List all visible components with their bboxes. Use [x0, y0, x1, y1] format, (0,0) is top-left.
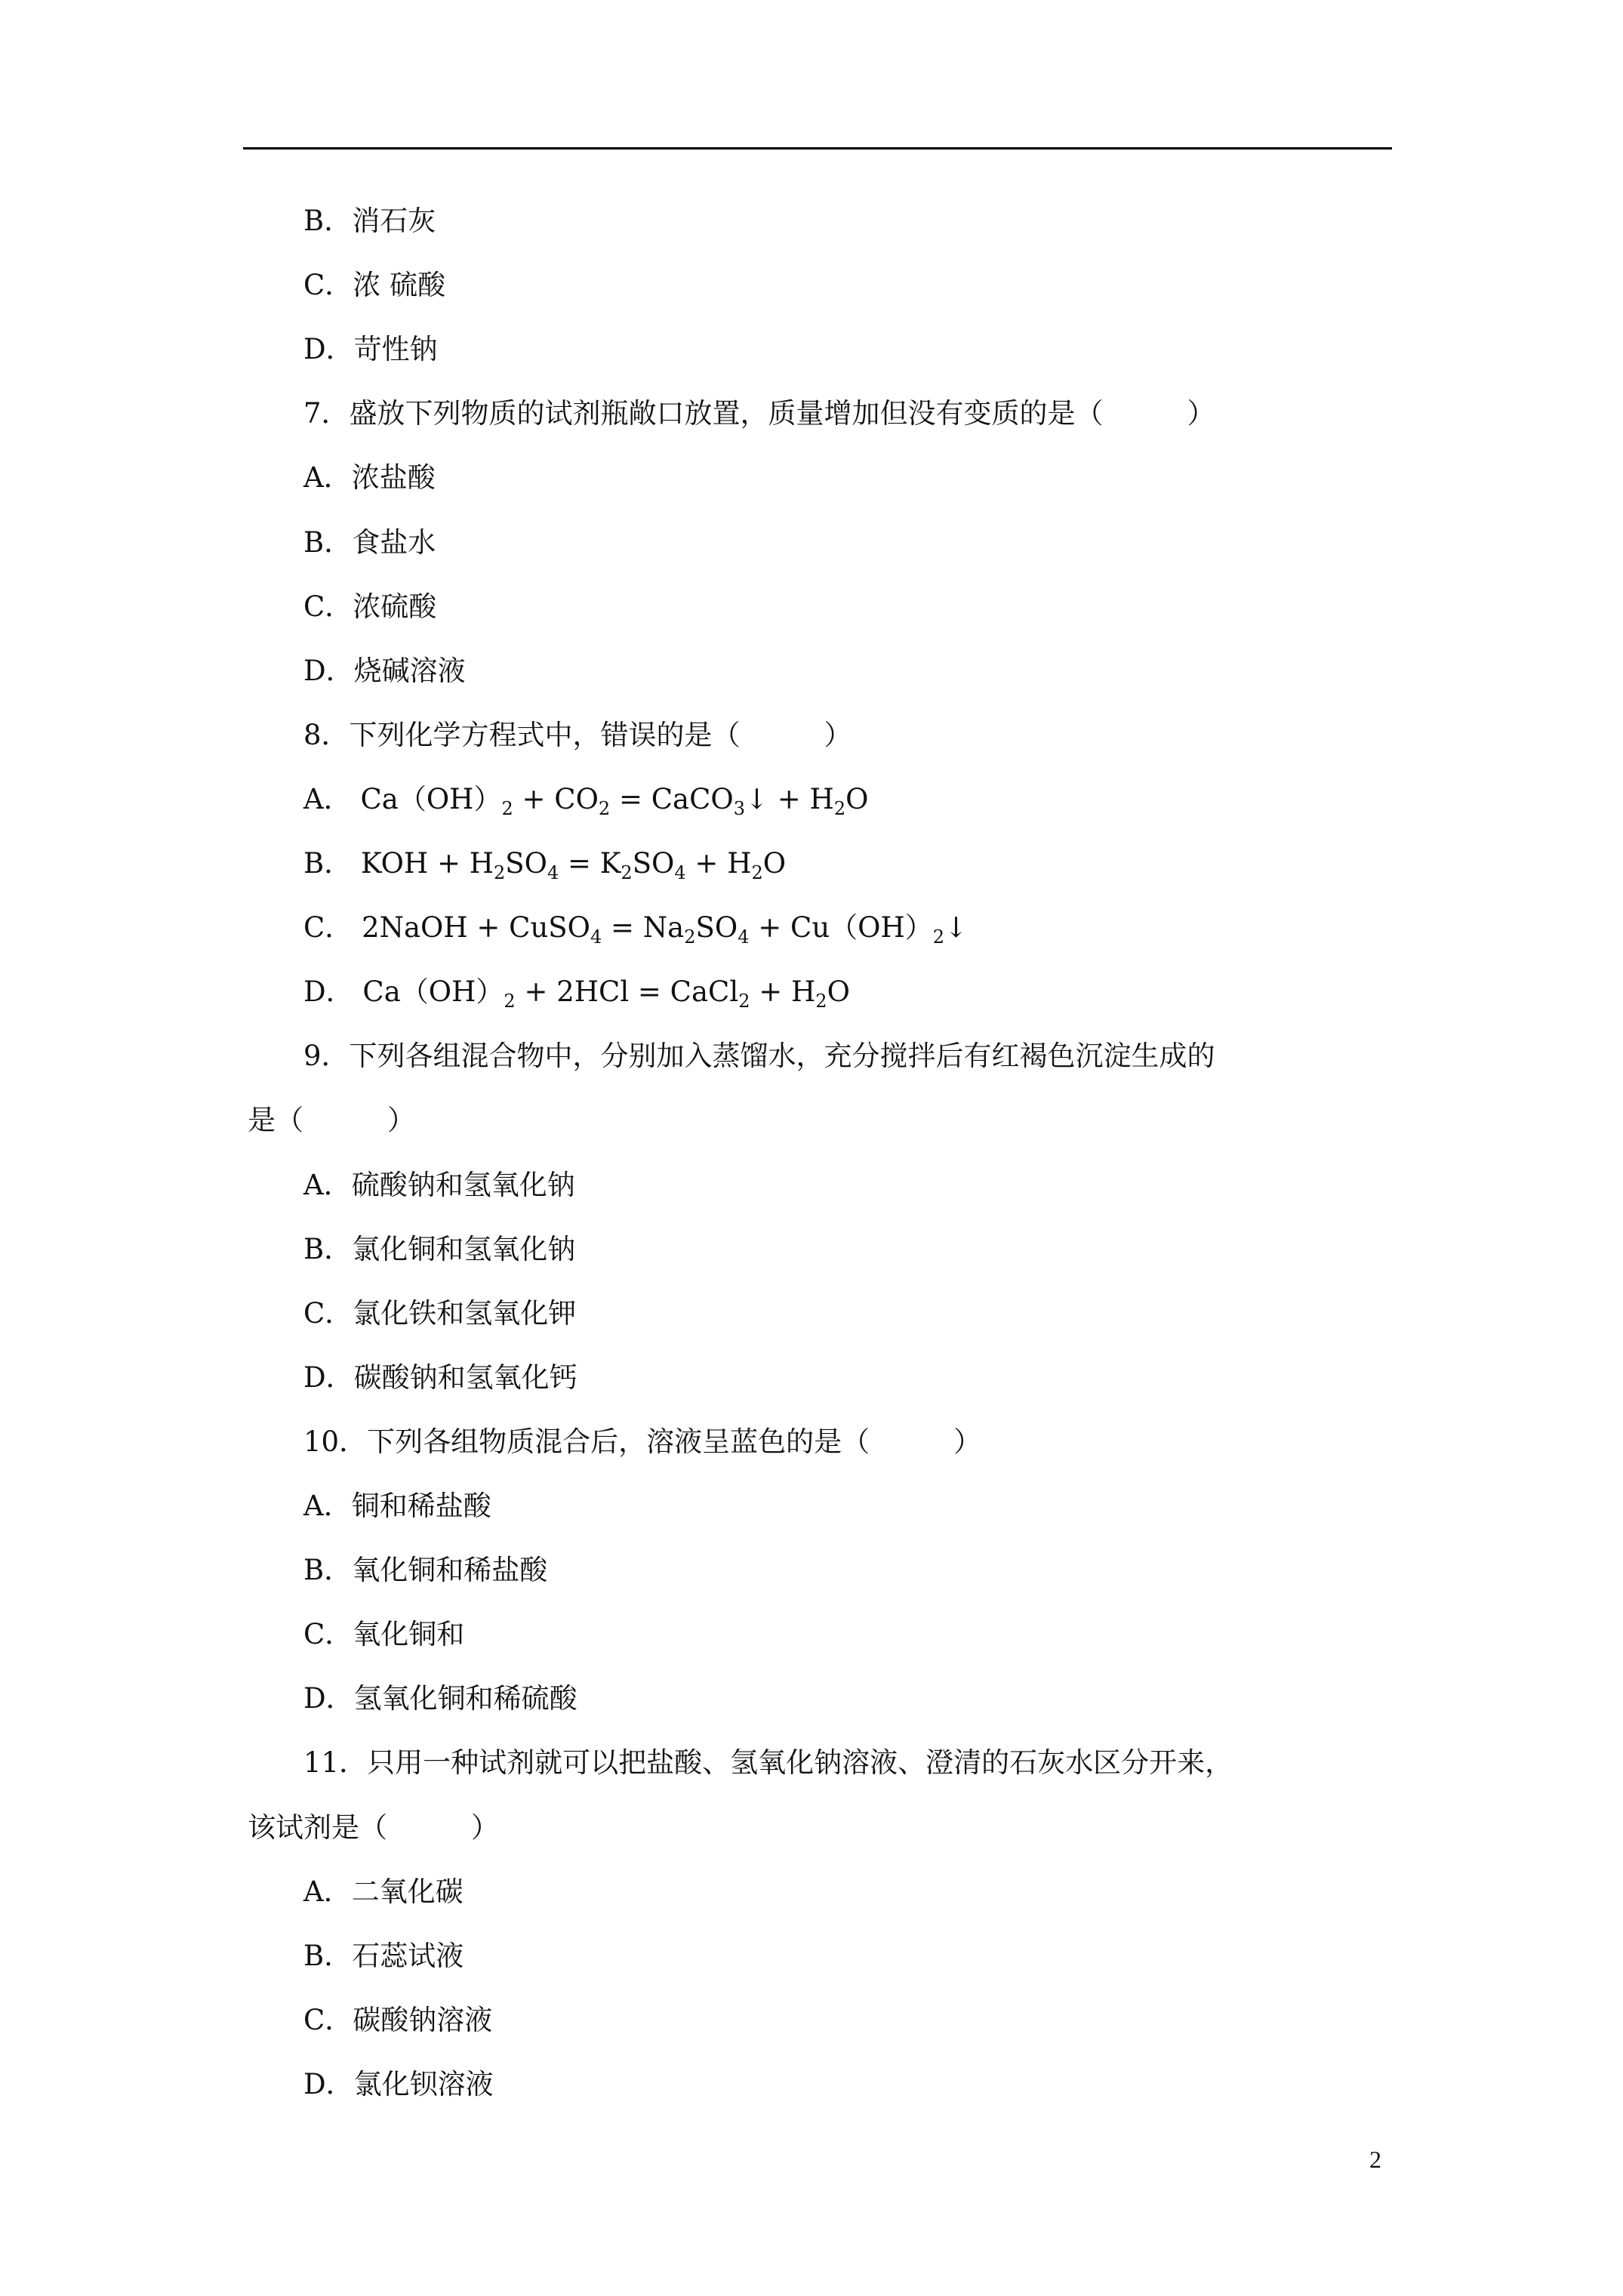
formula-text: ↓ + H — [745, 783, 834, 815]
line-text: D．氢氧化铜和稀硫酸 — [303, 1682, 577, 1715]
line-text: B．氯化铜和氢氧化钠 — [303, 1233, 576, 1265]
line-text — [303, 909, 968, 947]
line-text: C．浓 硫酸 — [303, 269, 446, 301]
formula-text: + 2HCl = CaCl — [515, 975, 739, 1008]
formula-text: SO — [632, 847, 675, 880]
line-text: D．苛性钠 — [303, 333, 438, 365]
line-text: D．烧碱溶液 — [303, 655, 466, 687]
subscript: 2 — [815, 991, 827, 1012]
subscript: 2 — [684, 926, 696, 948]
formula-text: ↓ — [944, 911, 969, 944]
line-text: B．石蕊试液 — [303, 1940, 464, 1972]
line-text: A．硫酸钠和氢氧化钠 — [303, 1169, 575, 1201]
subscript: 4 — [547, 862, 559, 883]
line-text: 10．下列各组物质混合后，溶液呈蓝色的是（ ） — [303, 1425, 982, 1458]
line-text: C．氯化铁和氢氧化钾 — [303, 1297, 577, 1330]
formula-text: O — [762, 847, 787, 880]
subscript: 2 — [751, 862, 763, 883]
subscript: 2 — [501, 798, 513, 819]
line-text: 11．只用一种试剂就可以把盐酸、氢氧化钠溶液、澄清的石灰水区分开来， — [303, 1746, 1233, 1779]
formula-text: = K — [559, 847, 621, 880]
formula-text: = CaCO — [610, 783, 734, 815]
formula-text: D． Ca（OH） — [303, 975, 504, 1008]
formula-text: O — [827, 975, 850, 1008]
subscript: 4 — [674, 862, 686, 883]
formula-text: = Na — [602, 911, 685, 944]
line-text: 是（ ） — [248, 1104, 415, 1136]
subscript: 2 — [494, 862, 506, 883]
line-text: A．浓盐酸 — [303, 461, 436, 494]
formula-text: + Cu（OH） — [749, 911, 933, 944]
line-text: 该试剂是（ ） — [248, 1811, 499, 1844]
line-text: 7．盛放下列物质的试剂瓶敞口放置，质量增加但没有变质的是（ ） — [303, 397, 1215, 430]
line-text — [303, 781, 868, 818]
line-text: D．氯化钡溶液 — [303, 2068, 494, 2100]
subscript: 4 — [738, 926, 750, 948]
line-text — [303, 845, 786, 883]
formula-text: A． Ca（OH） — [303, 783, 502, 815]
line-text: C．浓硫酸 — [303, 590, 437, 623]
page-number: 2 — [1369, 2146, 1381, 2173]
line-text: A．二氧化碳 — [303, 1875, 463, 1908]
subscript: 4 — [590, 926, 602, 948]
formula-text: SO — [695, 911, 738, 944]
header-rule — [243, 147, 1392, 149]
formula-text: + H — [750, 975, 816, 1008]
formula-text: C． 2NaOH + CuSO — [303, 911, 590, 944]
subscript: 2 — [932, 926, 945, 948]
subscript: 2 — [504, 991, 516, 1012]
formula-text: B． KOH + H — [303, 847, 494, 880]
line-text: D．碳酸钠和氢氧化钙 — [303, 1361, 577, 1394]
subscript: 2 — [621, 862, 633, 883]
line-text: B．氧化铜和稀盐酸 — [303, 1554, 548, 1586]
formula-text: O — [845, 783, 869, 815]
formula-text: + CO — [513, 783, 599, 815]
subscript: 3 — [733, 798, 746, 819]
formula-text: + H — [685, 847, 752, 880]
line-text: A．铜和稀盐酸 — [303, 1490, 491, 1522]
subscript: 2 — [738, 991, 750, 1012]
line-text: C．碳酸钠溶液 — [303, 2004, 493, 2036]
formula-text: SO — [505, 847, 547, 880]
line-text: B．食盐水 — [303, 526, 436, 559]
line-text: B．消石灰 — [303, 205, 436, 237]
line-text: 9．下列各组混合物中，分别加入蒸馏水，充分搅拌后有红褐色沉淀生成的 — [303, 1040, 1215, 1072]
subscript: 2 — [833, 798, 846, 819]
line-text — [303, 973, 850, 1011]
line-text: C．氧化铜和 — [303, 1618, 465, 1650]
line-text: 8．下列化学方程式中，错误的是（ ） — [303, 719, 852, 751]
subscript: 2 — [598, 798, 611, 819]
